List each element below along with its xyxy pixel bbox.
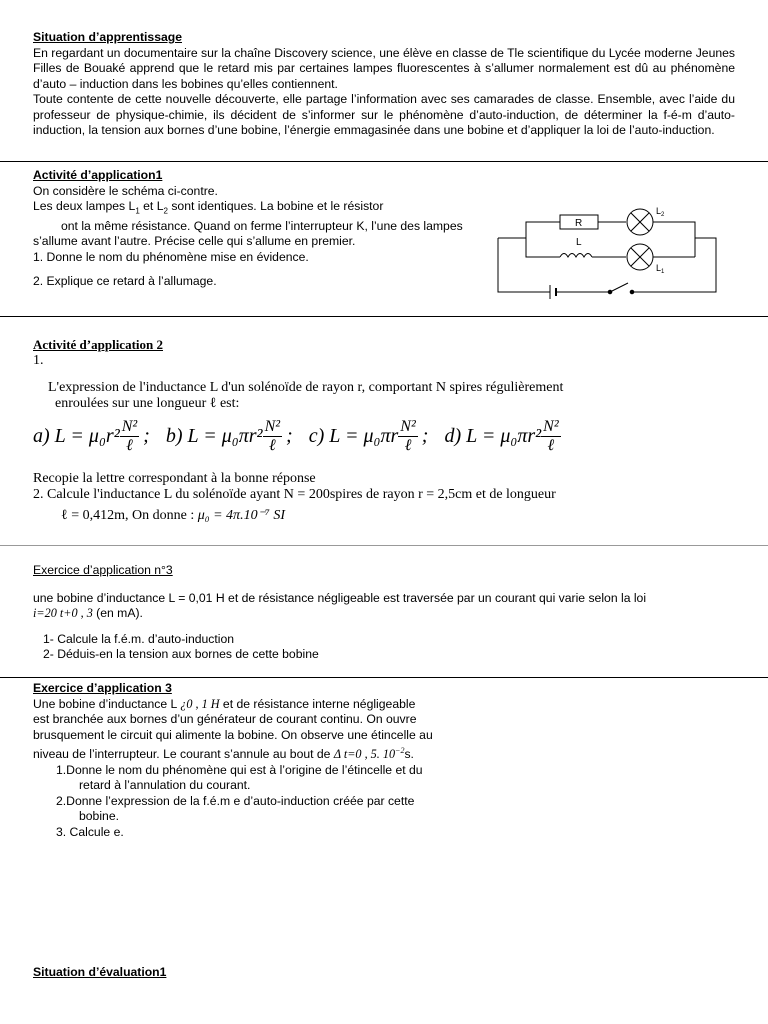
activite2-question-2b: ℓ = 0,412m, On donne : μ₀ = 4π.10⁻⁷ SI (61, 508, 285, 523)
formula-option: b) L = μ₀πr² $\frac{\text{N²}}{\text{ℓ}}$ ; (165, 418, 293, 454)
exercice3b-question: 2.Donne l’expression de la f.é.m e d’auto-induction créée par cette (56, 793, 415, 808)
evaluation-title: Situation d’évaluation1 (33, 965, 167, 979)
formula-fraction: $\frac{\text{N²}}{\text{ℓ}}$ (400, 418, 416, 454)
activite1-section (33, 168, 493, 290)
exercice3a-item: 1- Calcule la f.é.m. d’auto-induction (43, 631, 235, 646)
exercice3b-question: bobine. (79, 809, 119, 824)
coil-label: L (576, 237, 582, 248)
exercice3a-line: i=20 t+0 , 3 (en mA). (33, 606, 143, 620)
activite2-intro: L'expression de l'inductance L d'un solénoïde de rayon r, comportant N spires régulièrement (48, 380, 564, 395)
formula-fraction: $\frac{\text{N²}}{\text{ℓ}}$ (543, 418, 559, 454)
activite1-line: On considère le schéma ci-contre. (33, 183, 218, 198)
exercice3b-line: niveau de l’interrupteur. Le courant s’annule au bout de Δ t=0 , 5. $10^{-2}s$. (33, 746, 414, 762)
divider (0, 161, 768, 162)
activite1-question-1: 1. Donne le nom du phénomène mise en évidence. (33, 249, 309, 264)
switch-symbol (610, 283, 628, 292)
activite1-title: Activité d’application1 (33, 168, 163, 182)
formula-fraction: $\frac{\text{N²}}{\text{ℓ}}$ (264, 418, 281, 454)
formula-option (444, 418, 560, 455)
exercice3b-question: 3. Calcule e. (56, 824, 124, 839)
situation-title: Situation d’apprentissage (33, 30, 182, 44)
activite1-line: s’allume avant l’autre. Précise celle qui s’allume en premier. (33, 234, 356, 249)
activite1-line: Les deux lampes $L_1$ et $L_2$ sont identiques. La bobine et le résistor (33, 199, 384, 216)
activite2-recopie: Recopie la lettre correspondant à la bonne réponse (33, 471, 316, 486)
formula-option: a) L = μ₀r² $\frac{\text{N²}}{\text{ℓ}}$ ; (33, 418, 150, 454)
exercice3b-line: brusquement le circuit qui alimente la bobine. On observe une étincelle au (33, 727, 433, 742)
formula-expression: d) L = μ₀πr² (444, 425, 542, 447)
activite2-title: Activité d’application 2 (33, 337, 163, 352)
formula-expression: a) L = μ₀r² (33, 425, 120, 447)
activite2-question-2: 2. Calcule l'inductance L du solénoïde ayant N = 200spires de rayon r = 2,5cm et de longueur (33, 486, 556, 502)
activite2-section (33, 337, 735, 411)
divider (0, 316, 768, 317)
exercice3b-question: retard à l’annulation du courant. (79, 778, 251, 793)
formula-option: c) L = μ₀πr $\frac{\text{N²}}{\text{ℓ}}$ ; (308, 418, 429, 454)
activite2-number: 1. (33, 352, 44, 368)
lamp-l1-label: $L_1$ (656, 263, 665, 275)
activite2-intro: enroulées sur une longueur ℓ est: (55, 395, 240, 411)
current-law: i=20 t+0 , 3 (33, 606, 93, 620)
situation-section (33, 30, 735, 139)
formula-options (33, 418, 653, 470)
exercice3a-line: une bobine d’inductance L = 0,01 H et de résistance négligeable est traversée par un courant qui varie selon la loi (33, 590, 647, 605)
divider (0, 677, 768, 678)
mu0-value: μ₀ = 4π.10⁻⁷ SI (197, 508, 285, 523)
exercice3a-item: 2- Déduis-en la tension aux bornes de cette bobine (43, 647, 319, 661)
activite1-question-2: 2. Explique ce retard à l’allumage. (33, 274, 217, 289)
exercice3b-line: Une bobine d’inductance L ¿0 , 1 H et de résistance interne négligeable (33, 696, 416, 711)
evaluation-section (33, 965, 735, 981)
coil-symbol (560, 254, 592, 258)
exercice3b-line: est branchée aux bornes d’un générateur de courant continu. On ouvre (33, 712, 417, 726)
resistor-label: R (575, 218, 583, 229)
divider (0, 545, 768, 546)
formula-fraction: $\frac{\text{N²}}{\text{ℓ}}$ (121, 418, 138, 454)
formula-expression: c) L = μ₀πr (308, 425, 399, 447)
circuit-diagram (490, 200, 720, 300)
exercice3b-title: Exercice d’application 3 (33, 681, 172, 695)
situation-paragraph-1: En regardant un documentaire sur la chaîne Discovery science, une élève en classe de Tle scientifique du Lycée moderne Jeunes Filles de Bouaké apprend que le retard mis par certaines lampes fluorescentes à s’allumer normalement est dû au phénomène d’auto – induction dans les bobines qu’elles contiennent. (33, 45, 735, 91)
activite1-line: ont la même résistance. Quand on ferme l’interrupteur K, l’une des lampes (61, 218, 463, 233)
exercice3a-title: Exercice d’application n°3 (33, 563, 173, 577)
exercice3b-section (33, 681, 463, 840)
exercice3b-question: 1.Donne le nom du phénomène qui est à l’origine de l’étincelle et du (56, 762, 423, 777)
exercice3a-section (33, 563, 735, 663)
activite2-questions (33, 471, 735, 524)
formula-expression: b) L = μ₀πr² (165, 425, 263, 447)
lamp-l2-label: $L_2$ (656, 206, 665, 218)
situation-paragraph-2: Toute contente de cette nouvelle découverte, elle partage l’information avec ses camarades de classe. Ensemble, avec l’aide du professeur de physique-chimie, ils décident de s’informer sur le phénomène d’auto-induction, de déterminer la f-é-m d’auto-induction, la tension aux bornes d’une bobine, l’énergie emmagasinée dans une bobine et d’appliquer la loi de l’auto-induction. (33, 92, 735, 137)
